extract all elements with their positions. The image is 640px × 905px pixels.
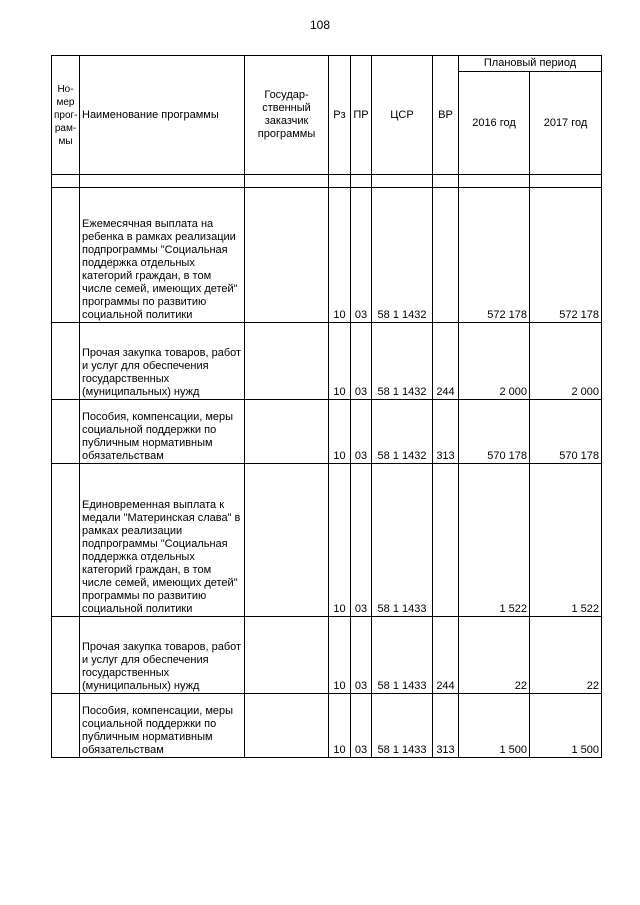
csr-cell: 58 1 1433: [372, 464, 433, 617]
rz-cell: 10: [329, 464, 351, 617]
pr-cell: 03: [351, 694, 372, 758]
header-state-customer: Государ-ственный заказчик программы: [245, 56, 329, 175]
program-name-cell: Пособия, компенсации, меры социальной поддержки по публичным нормативным обязательствам: [80, 694, 245, 758]
pr-cell: 03: [351, 464, 372, 617]
csr-cell: 58 1 1433: [372, 617, 433, 694]
csr-cell: 58 1 1432: [372, 188, 433, 323]
amount-2017-cell: 2 000: [530, 323, 602, 400]
amount-2017-cell: 1 522: [530, 464, 602, 617]
rz-cell: 10: [329, 400, 351, 464]
vr-cell: 244: [433, 323, 459, 400]
amount-2016-cell: 22: [459, 617, 530, 694]
program-name-cell: Единовременная выплата к медали "Материнская слава" в рамках реализации подпрограммы "Социальная поддержка отдельных категорий граждан, в том числе семей, имеющих детей" программы по развитию социальной политики: [80, 464, 245, 617]
pr-cell: 03: [351, 400, 372, 464]
table-row: [52, 694, 602, 758]
header-program-number: Но-мер прог-рам-мы: [52, 56, 80, 175]
vr-cell: [433, 188, 459, 323]
vr-cell: 244: [433, 617, 459, 694]
table-row: [52, 323, 602, 400]
csr-cell: 58 1 1433: [372, 694, 433, 758]
pr-cell: 03: [351, 323, 372, 400]
amount-2017-cell: 22: [530, 617, 602, 694]
spacer-row: [52, 175, 602, 188]
amount-2017-cell: 1 500: [530, 694, 602, 758]
header-year-2017: 2017 год: [530, 72, 602, 175]
table-row: [52, 617, 602, 694]
header-planning-period: Плановый период: [459, 56, 602, 72]
csr-cell: 58 1 1432: [372, 400, 433, 464]
page-number: 108: [309, 18, 331, 32]
program-name-cell: Пособия, компенсации, меры социальной поддержки по публичным нормативным обязательствам: [80, 400, 245, 464]
amount-2016-cell: 1 500: [459, 694, 530, 758]
table-row: [52, 188, 602, 323]
header-pr: ПР: [351, 56, 372, 175]
amount-2017-cell: 570 178: [530, 400, 602, 464]
amount-2016-cell: 572 178: [459, 188, 530, 323]
header-year-2016: 2016 год: [459, 72, 530, 175]
vr-cell: 313: [433, 400, 459, 464]
header-vr: ВР: [433, 56, 459, 175]
amount-2016-cell: 570 178: [459, 400, 530, 464]
header-program-name: Наименование программы: [80, 56, 245, 175]
header-csr: ЦСР: [372, 56, 433, 175]
rz-cell: 10: [329, 617, 351, 694]
amount-2017-cell: 572 178: [530, 188, 602, 323]
amount-2016-cell: 2 000: [459, 323, 530, 400]
rz-cell: 10: [329, 694, 351, 758]
budget-table: [51, 55, 602, 758]
amount-2016-cell: 1 522: [459, 464, 530, 617]
pr-cell: 03: [351, 188, 372, 323]
csr-cell: 58 1 1432: [372, 323, 433, 400]
pr-cell: 03: [351, 617, 372, 694]
header-rz: Рз: [329, 56, 351, 175]
rz-cell: 10: [329, 323, 351, 400]
program-name-cell: Ежемесячная выплата на ребенка в рамках реализации подпрограммы "Социальная поддержка отдельных категорий граждан, в том числе семей, имеющих детей" программы по развитию социальной политики: [80, 188, 245, 323]
vr-cell: 313: [433, 694, 459, 758]
program-name-cell: Прочая закупка товаров, работ и услуг для обеспечения государственных (муниципальных) нужд: [80, 323, 245, 400]
table-row: [52, 464, 602, 617]
program-name-cell: Прочая закупка товаров, работ и услуг для обеспечения государственных (муниципальных) нужд: [80, 617, 245, 694]
rz-cell: 10: [329, 188, 351, 323]
vr-cell: [433, 464, 459, 617]
table-row: [52, 400, 602, 464]
